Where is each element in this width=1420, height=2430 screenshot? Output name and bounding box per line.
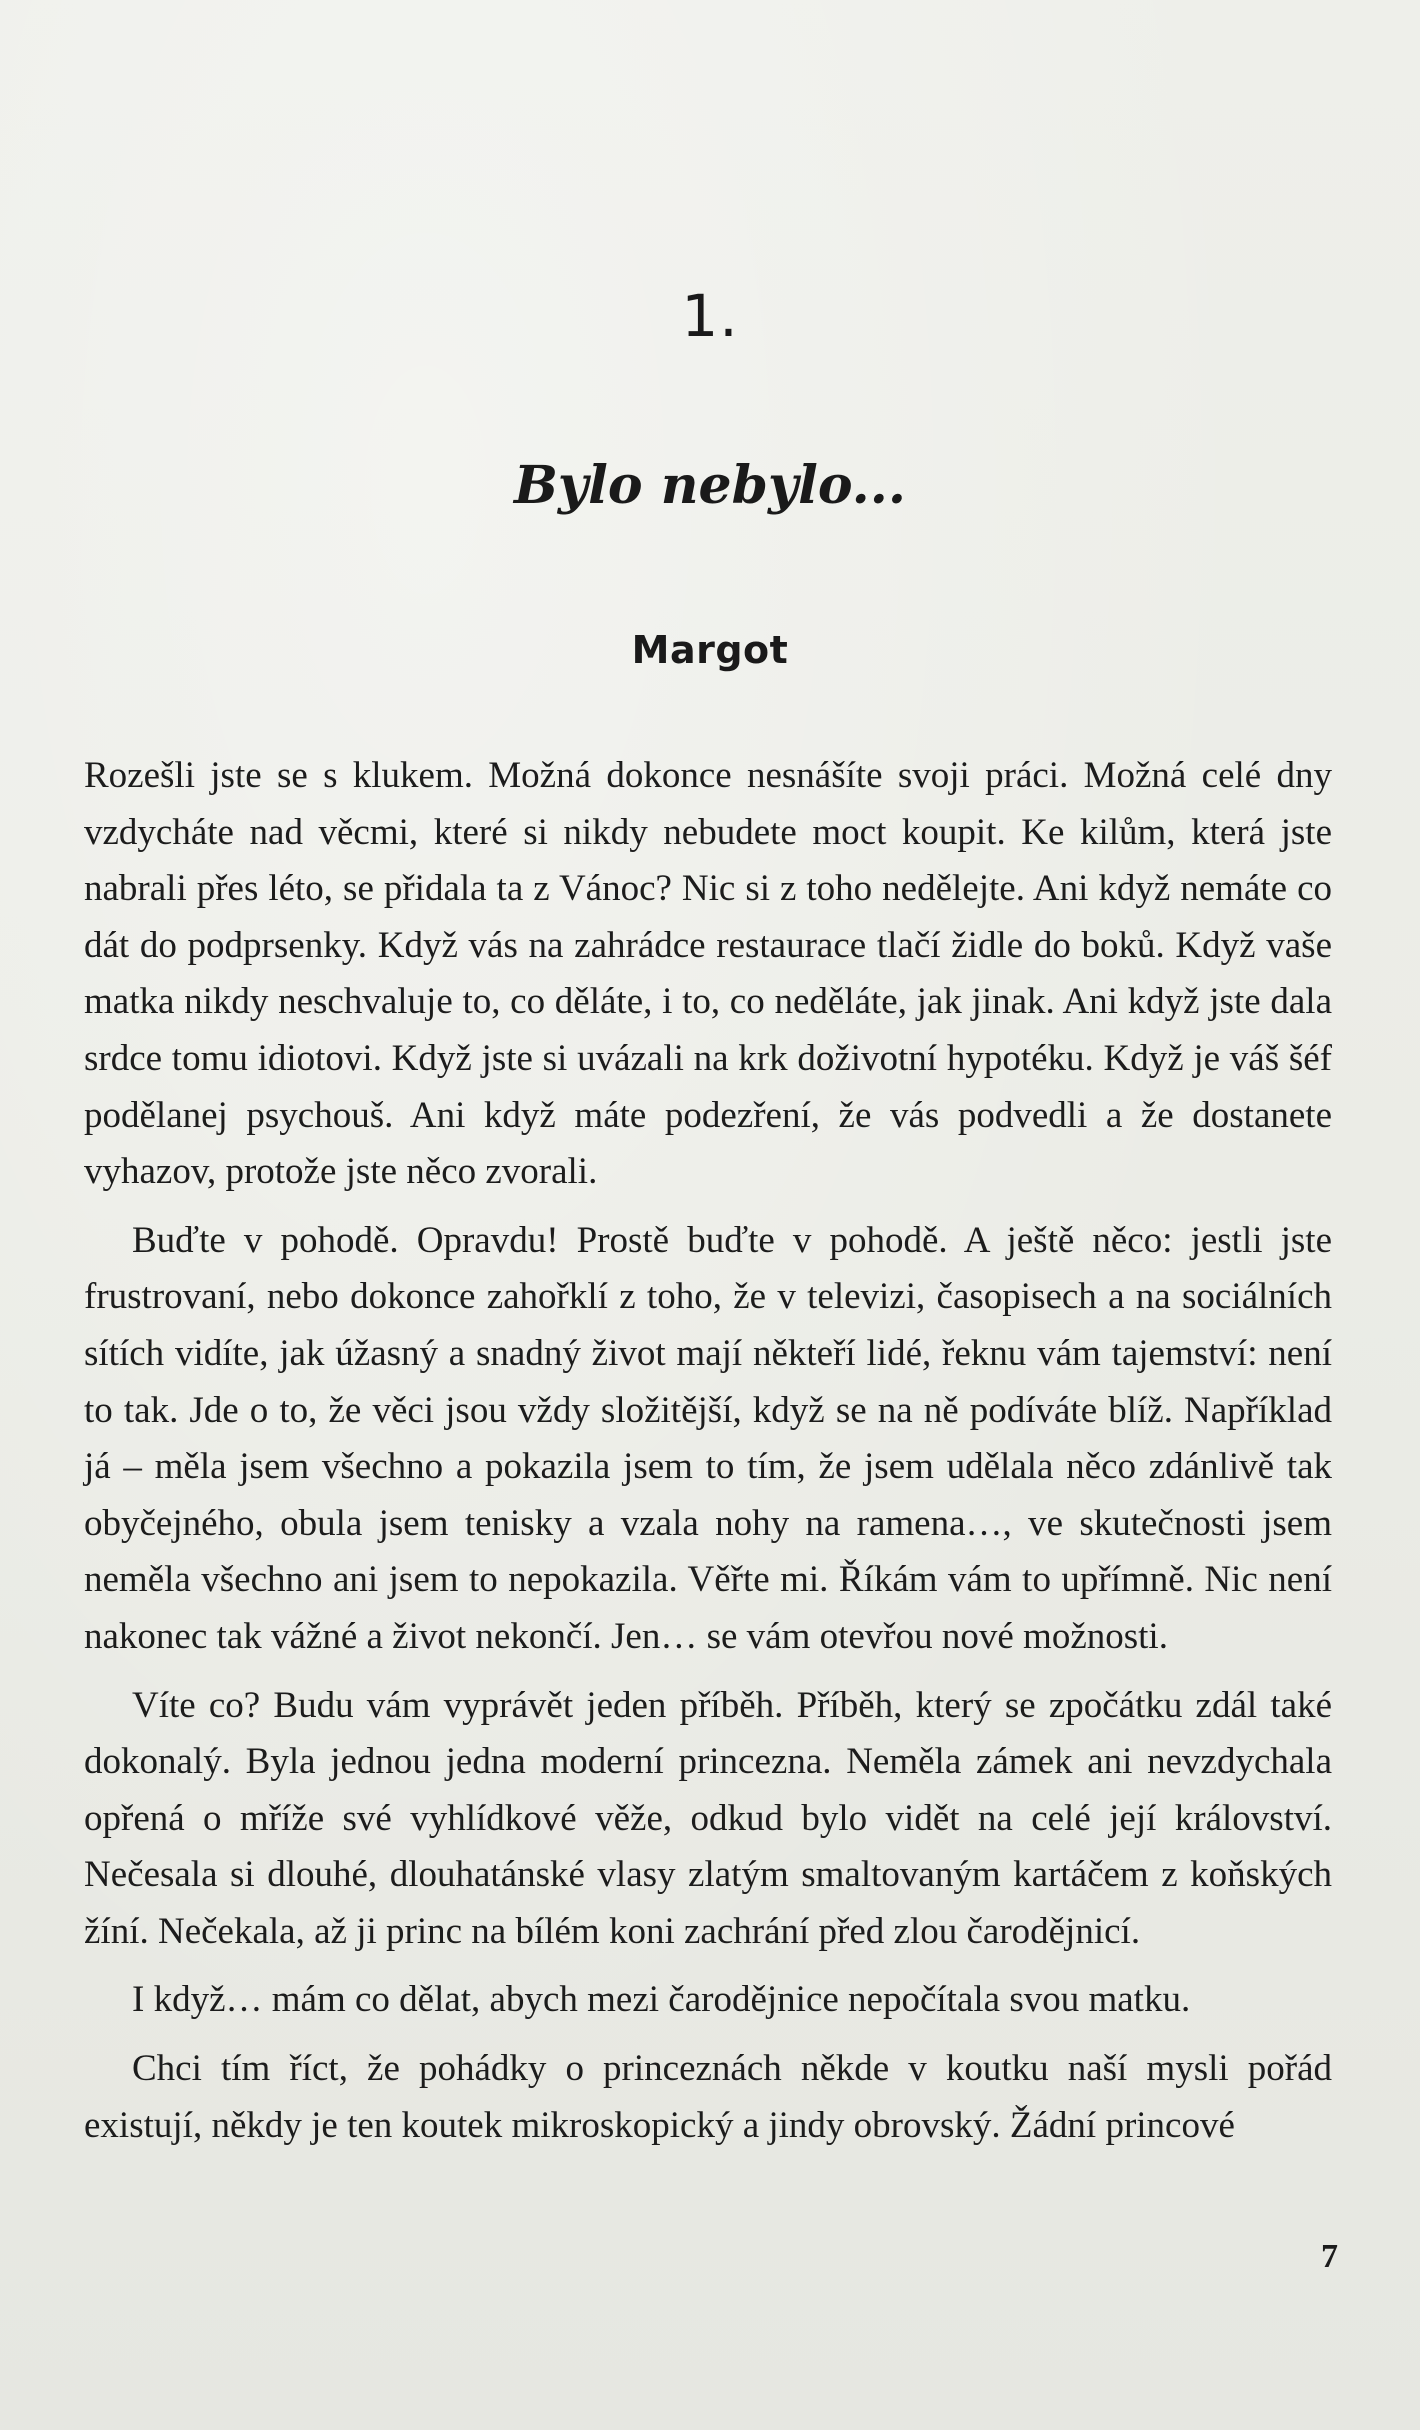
paragraph: Víte co? Budu vám vyprávět jeden příběh. Příběh, který se zpočátku zdál také dokonalý. Byla jednou jedna moderní princezna. Neměla zámek ani nevzdychala opřená o mříže své vyhlídkové věže, odkud bylo vidět na celé její království. Nečesala si dlouhé, dlouhatánské vlasy zlatým smaltovaným kartáčem z koňských žíní. Nečekala, až ji princ na bílém koni zachrání před zlou čarodějnicí. — [84, 1684, 1332, 1952]
paragraph: I když… mám co dělat, abych mezi čarodějnice nepočítala svou matku. — [132, 1979, 1191, 2021]
chapter-number: 1. — [681, 282, 739, 350]
paragraph: Rozešli jste se s klukem. Možná dokonce nesnášíte svoji práci. Možná celé dny vzdycháte nad věcmi, které si nikdy nebudete moct koupit. Ke kilům, která jste nabrali přes léto, se přidala ta z Vánoc? Nic si z toho nedělejte. Ani když nemáte co dát do podprsenky. Když vás na zahrádce restaurace tlačí židle do boků. Když vaše matka nikdy neschvaluje to, co děláte, i to, co neděláte, jak jinak. Ani když jste dala srdce tomu idiotovi. Když jste si uvázali na krk doživotní hypotéku. Když je váš šéf podělanej psychouš. Ani když máte podezření, že vás podvedli a že dostanete vyhazov, protože jste něco zvorali. — [84, 755, 1332, 1193]
page-number: 7 — [1321, 2238, 1338, 2275]
paragraph: Buďte v pohodě. Opravdu! Prostě buďte v pohodě. A ještě něco: jestli jste frustrovaní, nebo dokonce zahořklí z toho, že v televizi, časopisech a na sociálních sítích vidíte, jak úžasný a snadný život mají někteří lidé, řeknu vám tajemství: není to tak. Jde o to, že věci jsou vždy složitější, když se na ně podíváte blíž. Například já – měla jsem všechno a pokazila jsem to tím, že jsem udělala něco zdánlivě tak obyčejného, obula jsem tenisky a vzala nohy na ramena…, ve skutečnosti jsem neměla všechno ani jsem to nepokazila. Věřte mi. Říkám vám to upřímně. Nic není nakonec tak vážné a život nekončí. Jen… se vám otevřou nové možnosti. — [84, 1219, 1332, 1657]
chapter-title: Bylo nebylo... — [513, 455, 906, 516]
paragraph: Chci tím říct, že pohádky o princeznách někde v koutku naší mysli pořád existují, někdy je ten koutek mikroskopický a jindy obrovský. Žádní princové — [84, 2048, 1332, 2146]
chapter-body — [84, 748, 1332, 2166]
narrator-heading: Margot — [631, 628, 789, 672]
